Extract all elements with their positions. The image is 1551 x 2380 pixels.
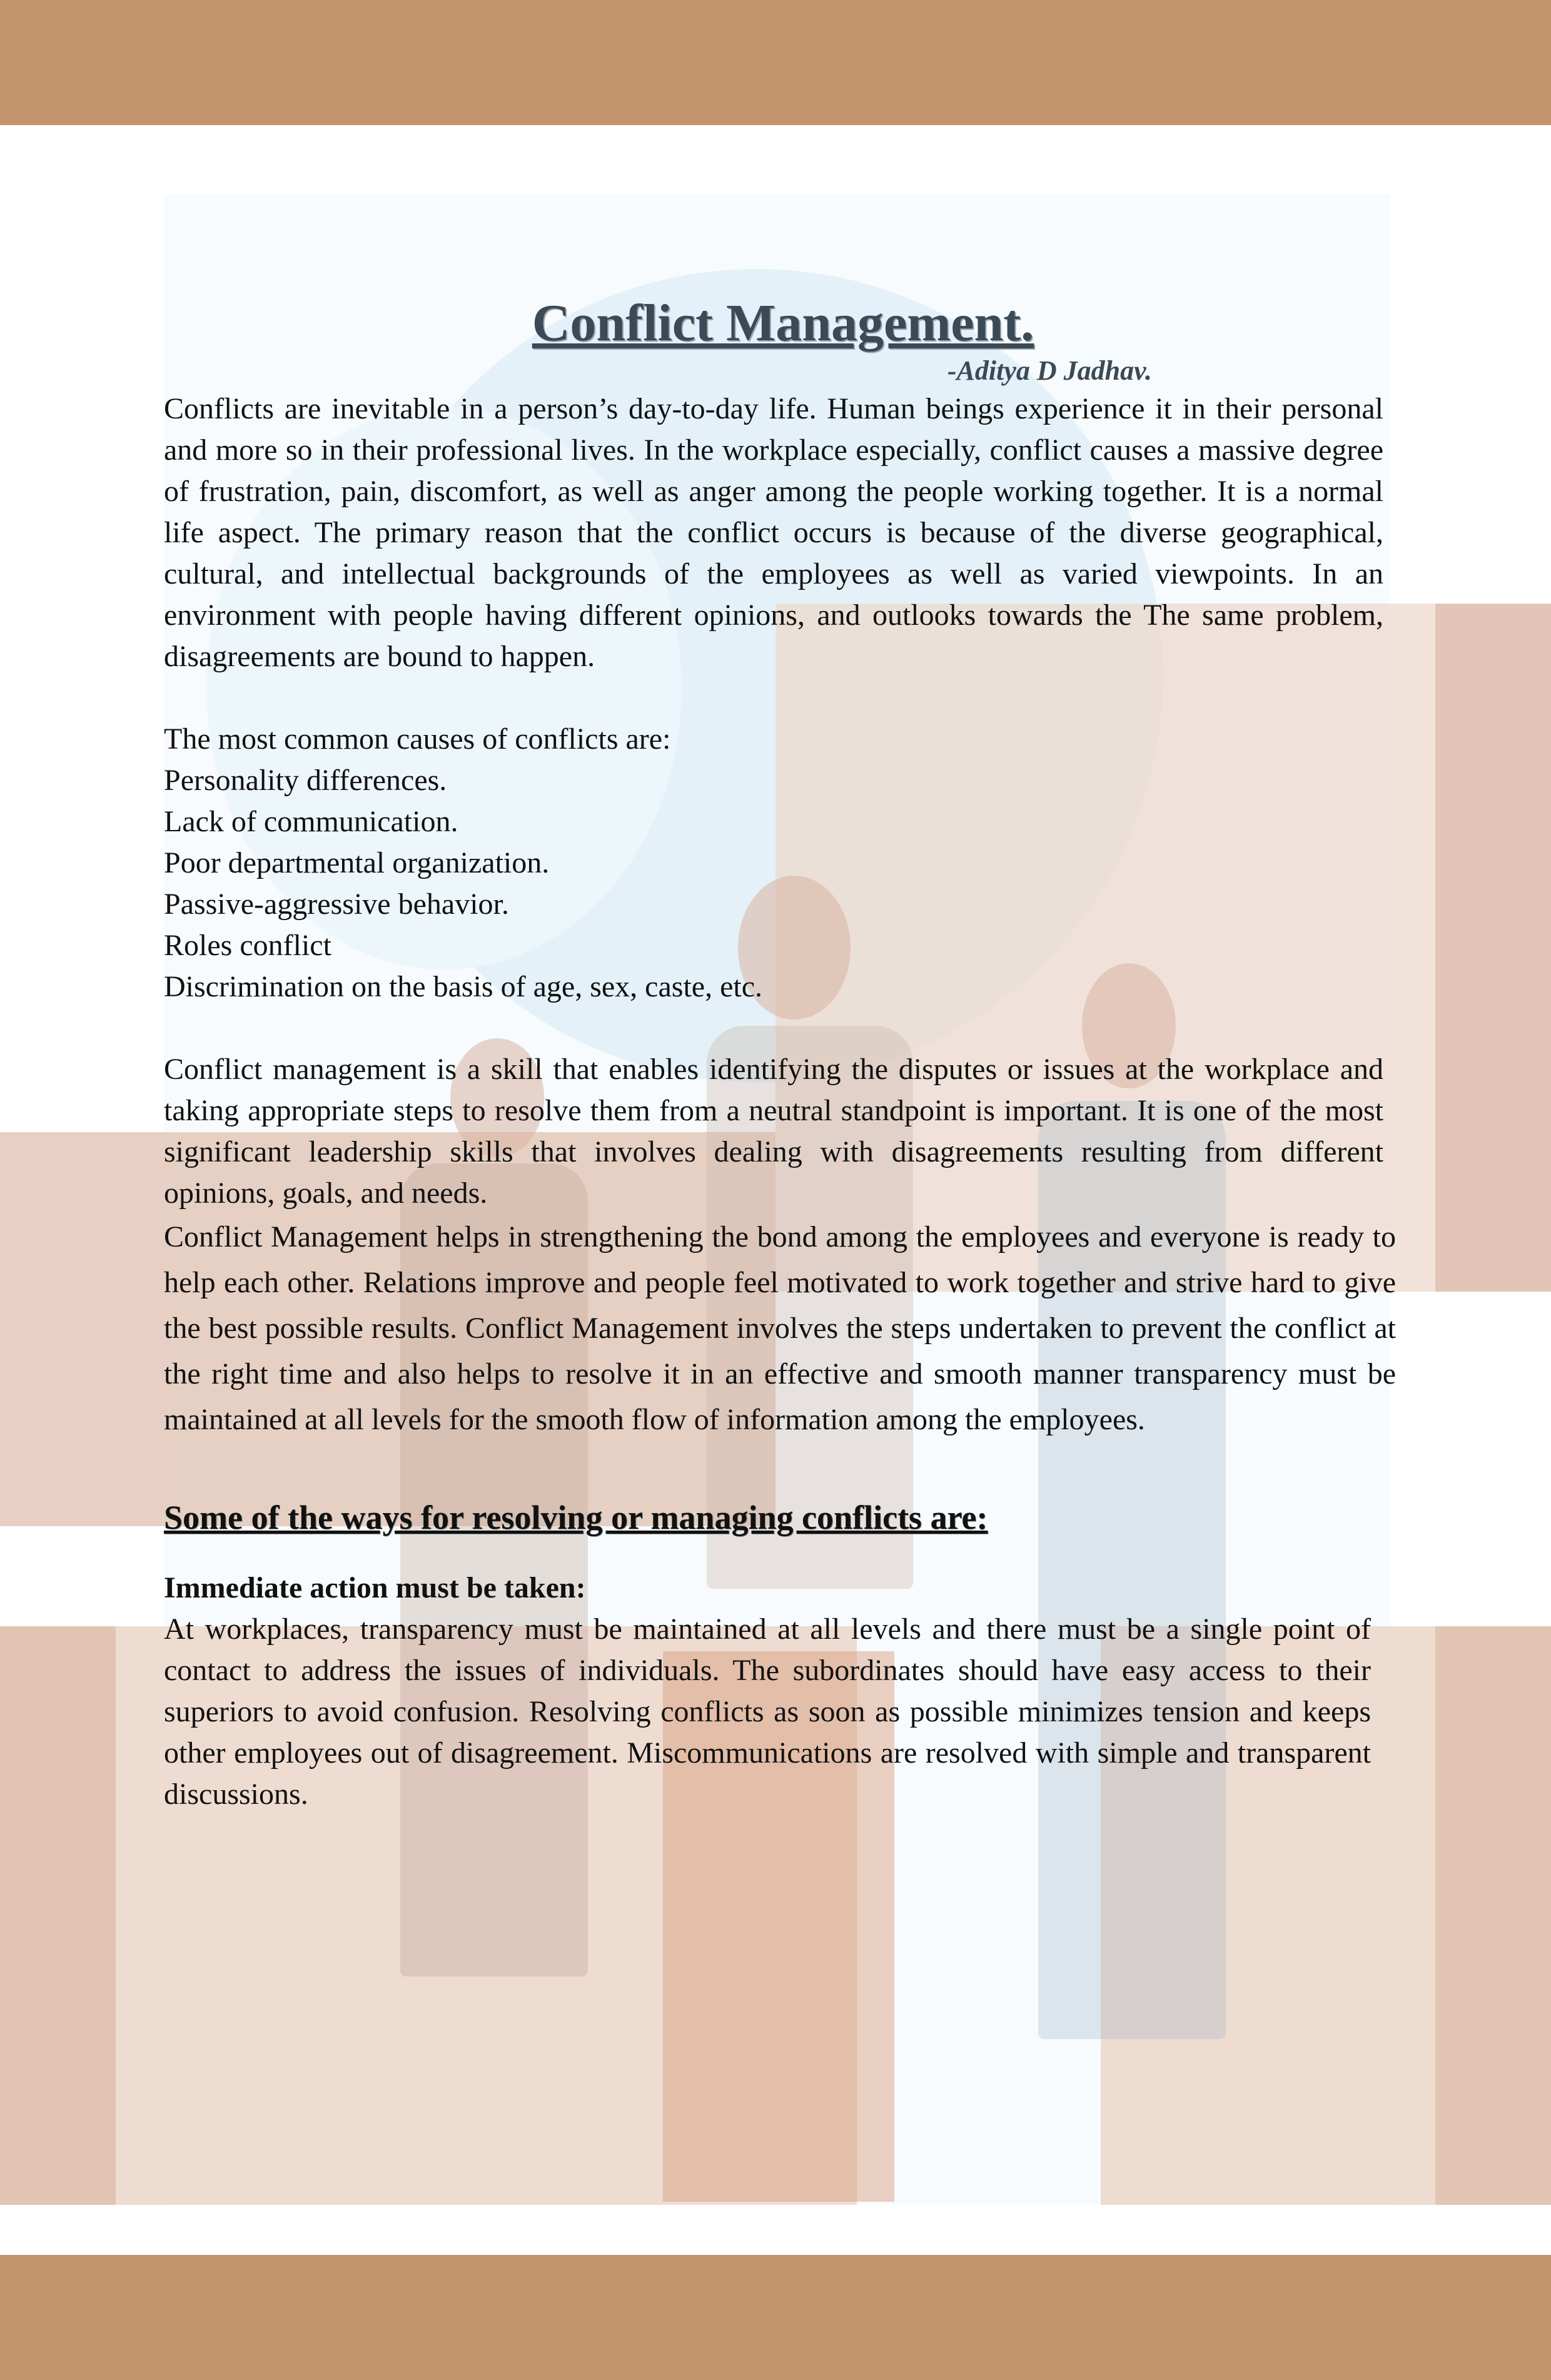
intro-paragraph: Conflicts are inevitable in a person’s day-to-day life. Human beings experience it in their personal and more so in their professional lives. In the workplace especially, conflict causes a massive degree of frustration, pain, discomfort, as well as anger among the people working together. It is a normal life aspect. The primary reason that the conflict occurs is because of the diverse geographical, cultural, and intellectual backgrounds of the employees as well as varied viewpoints. In an environment with people having different opinions, and outlooks towards the The same problem, disagreements are bound to happen. (164, 392, 1383, 674)
background-panel (1435, 1626, 1551, 2205)
cause-item: Passive-aggressive behavior. (164, 888, 509, 921)
action-paragraph: At workplaces, transparency must be maintained at all levels and there must be a single point of contact to address the issues of individuals. The subordinates should have easy access to their superiors to avoid confusion. Resolving conflicts as soon as possible minimizes tension and keeps other employees out of disagreement. Miscommunications are resolved with simple and transparent discussions. (164, 1613, 1371, 1811)
cause-item: Discrimination on the basis of age, sex, caste, etc. (164, 970, 763, 1004)
cause-item: Roles conflict (164, 929, 331, 963)
background-panel (0, 1626, 116, 2205)
top-band (0, 0, 1551, 125)
cause-item: Poor departmental organization. (164, 846, 550, 880)
causes-heading: The most common causes of conflicts are: (164, 722, 671, 756)
author-byline: -Aditya D Jadhav. (947, 355, 1152, 387)
action-heading: Immediate action must be taken: (164, 1571, 586, 1605)
cause-item: Lack of communication. (164, 805, 458, 839)
cause-item: Personality differences. (164, 764, 447, 798)
definition-paragraph: Conflict management is a skill that enables identifying the disputes or issues at the workplace and taking appropriate steps to resolve them from a neutral standpoint is important. It is one of the most significant leadership skills that involves dealing with disagreements resulting from different opinions, goals, and needs. (164, 1053, 1383, 1210)
article (164, 294, 1402, 1815)
ways-heading: Some of the ways for resolving or managing conflicts are: (164, 1499, 988, 1537)
background-panel (1435, 604, 1551, 1292)
benefits-paragraph: Conflict Management helps in strengthening the bond among the employees and everyone is ready to help each other. Relations improve and people feel motivated to work together and strive hard to give the best possible results. Conflict Management involves the steps undertaken to prevent the conflict at the right time and also helps to resolve it in an effective and smooth manner transparency must be maintained at all levels for the smooth flow of information among the employees. (164, 1220, 1396, 1437)
page-title: Conflict Management. (532, 294, 1034, 352)
bottom-band (0, 2255, 1551, 2380)
